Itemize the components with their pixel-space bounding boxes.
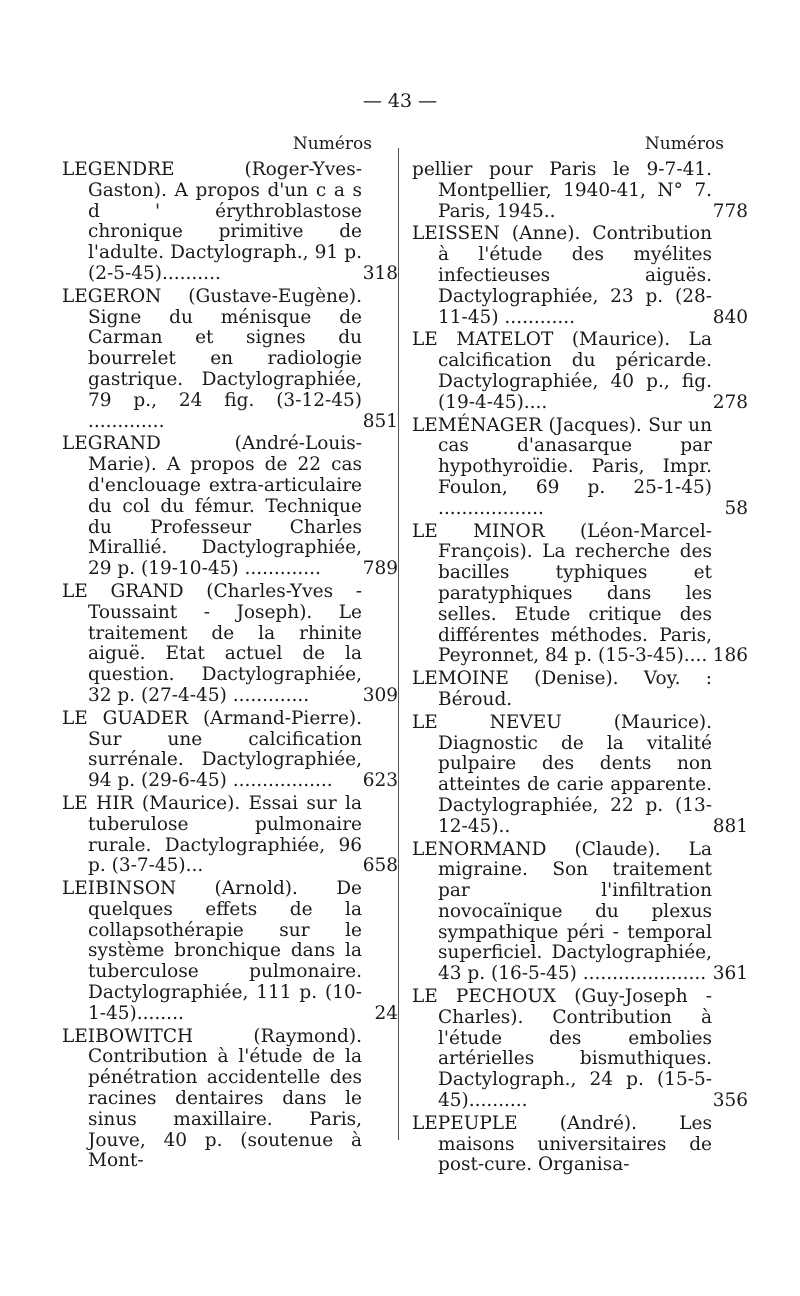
entry-text: LEPEUPLE (André). Les maisons universitaires de post-cure. Organisa- <box>412 1112 712 1176</box>
entry-text: LEIBINSON (Arnold). De quelques effets de la collapsothérapie sur le système bronchique dans la tuberculose pulmonaire. Dactylographiée, 111 p. (10-1-45)........ <box>62 878 362 1024</box>
entry-text: LE MINOR (Léon-Marcel-François). La recherche des bacilles typhiques et paratyphiques dans les selles. Etude critique des différentes méthodes. Paris, Peyronnet, 84 p. (15-3-45).... <box>412 520 712 667</box>
index-entry <box>62 1027 362 1173</box>
index-entry <box>412 414 748 520</box>
index-entry <box>412 223 748 328</box>
index-entry <box>412 159 748 222</box>
column-header-right: Numéros <box>644 134 724 154</box>
entry-number: 278 <box>712 391 748 413</box>
index-entry <box>412 986 748 1112</box>
entry-text: LE MATELOT (Maurice). La calcification du péricarde. Dactylographiée, 40 p., fig. (19-4-45).... <box>412 329 712 413</box>
entry-number: 840 <box>712 306 748 328</box>
entry-number: 789 <box>362 558 398 580</box>
entry-number: 361 <box>712 963 748 985</box>
entry-number: 778 <box>712 200 748 222</box>
index-entry <box>412 838 748 986</box>
index-entry <box>62 580 398 707</box>
right-entries <box>412 159 748 1176</box>
index-entry <box>62 707 398 792</box>
entry-text: LENORMAND (Claude). La migraine. Son traitement par l'infiltration novocaïnique du plexus sympathique péri - temporal superficiel. Dactylographiée, 43 p. (16-5-45) ..................... <box>412 838 712 985</box>
entry-number: 851 <box>362 410 398 432</box>
entry-text: LE NEVEU (Maurice). Diagnostic de la vitalité pulpaire des dents non atteintes de carie apparente. Dactylographiée, 22 p. (13-12-45).. <box>412 711 712 837</box>
right-column <box>412 134 748 1178</box>
entry-number: 186 <box>712 645 748 667</box>
index-entry <box>62 792 398 877</box>
entry-text: LEGERON (Gustave-Eugène). Signe du ménisque de Carman et signes du bourrelet en radiologie gastrique. Dactylographiée, 79 p., 24 fig. (3-12-45) ............. <box>62 285 362 432</box>
left-entries <box>62 159 398 1172</box>
entry-text: LE HIR (Maurice). Essai sur la tuberulose pulmonaire rurale. Dactylographiée, 96 p. (3-7-45)... <box>62 792 362 877</box>
left-column <box>62 134 398 1174</box>
entry-number: 658 <box>362 855 398 877</box>
entry-text: LEGENDRE (Roger-Yves-Gaston). A propos d'un c a s d ' érythroblastose chronique primitive de l'adulte. Dactylograph., 91 p. (2-5-45).......... <box>62 159 362 284</box>
entry-number: 623 <box>362 770 398 792</box>
index-entry <box>62 433 398 580</box>
index-entry <box>62 159 398 285</box>
index-entry <box>412 520 748 668</box>
entry-number: 24 <box>374 1002 398 1024</box>
index-entry <box>412 1114 712 1176</box>
entry-text: pellier pour Paris le 9-7-41. Montpellier, 1940-41, N° 7. Paris, 1945.. <box>412 159 712 222</box>
entry-number: 881 <box>712 815 748 837</box>
column-divider <box>398 148 399 1140</box>
index-entry <box>412 329 748 413</box>
entry-text: LEMÉNAGER (Jacques). Sur un cas d'anasarque par hypothyroïdie. Paris, Impr. Foulon, 69 p. 25-1-45) .................. <box>412 414 712 519</box>
entry-number: 318 <box>362 262 398 284</box>
column-header-left: Numéros <box>292 134 372 154</box>
entry-text: LE PECHOUX (Guy-Joseph - Charles). Contribution à l'étude des embolies artérielles bismuthiques. Dactylograph., 24 p. (15-5-45).......... <box>412 986 712 1112</box>
entry-number: 356 <box>712 1090 748 1112</box>
entry-text: LE GRAND (Charles-Yves - Toussaint - Joseph). Le traitement de la rhinite aiguë. Etat actuel de la question. Dactylographiée, 32 p. (27-4-45) ............. <box>62 580 362 706</box>
index-entry <box>62 285 398 433</box>
index-entry <box>62 878 398 1025</box>
entry-text: LEISSEN (Anne). Contribution à l'étude des myélites infectieuses aiguës. Dactylographiée, 23 p. (28-11-45) ............ <box>412 223 712 328</box>
entry-number: 309 <box>362 684 398 706</box>
entry-number: 58 <box>724 497 748 519</box>
entry-text: LEGRAND (André-Louis-Marie). A propos de 22 cas d'enclouage extra-articulaire du col du fémur. Technique du Professeur Charles Mirallié. Dactylographiée, 29 p. (19-10-45) ............. <box>62 433 362 580</box>
entry-text: LEMOINE (Denise). Voy. : Béroud. <box>412 668 712 710</box>
index-entry <box>412 669 712 711</box>
index-entry <box>412 711 748 838</box>
entry-text: LEIBOWITCH (Raymond). Contribution à l'étude de la pénétration accidentelle des racines dentaires dans le sinus maxillaire. Paris, Jouve, 40 p. (soutenue à Mont- <box>62 1025 362 1172</box>
page-number: — 43 — <box>362 90 438 112</box>
entry-text: LE GUADER (Armand-Pierre). Sur une calcification surrénale. Dactylographiée, 94 p. (29-6-45) ................. <box>62 707 362 792</box>
